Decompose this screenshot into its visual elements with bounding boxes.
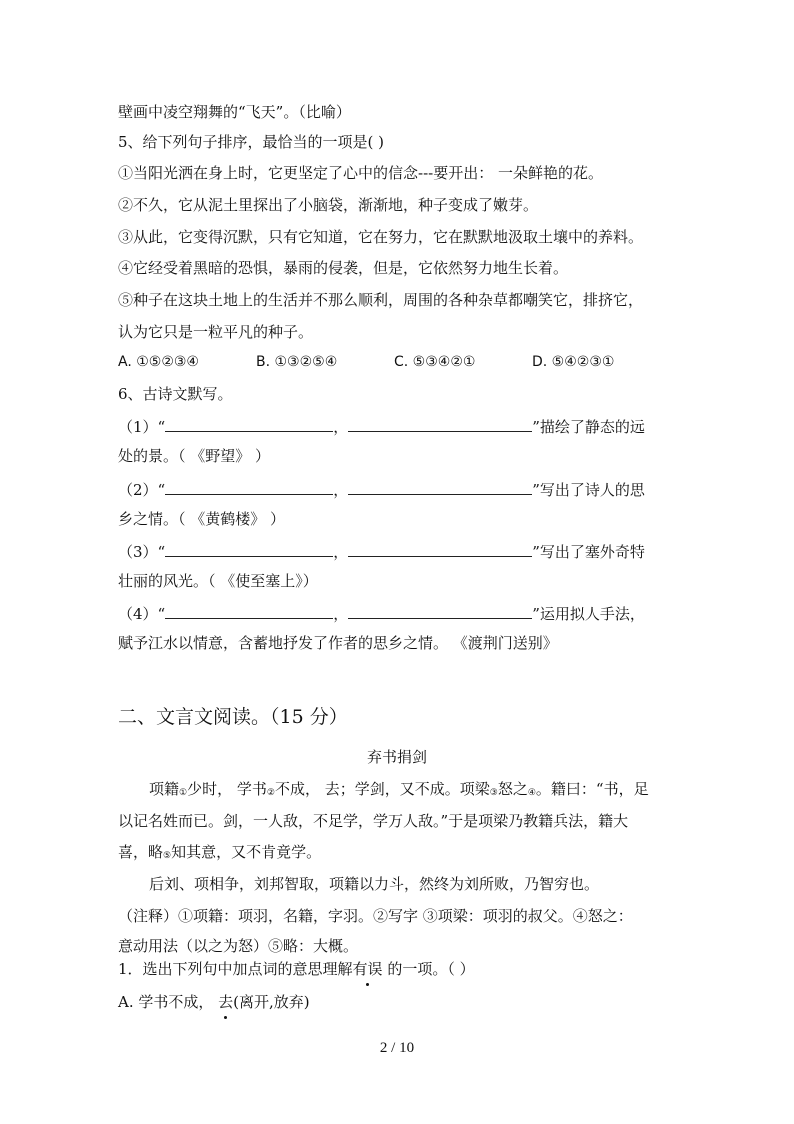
text: 项籍 [149, 780, 180, 798]
notes-line-2: 意动用法（以之为怒）⑤略：大概。 [118, 937, 359, 955]
emphasized-word: 有误 [352, 960, 383, 978]
answer-blank[interactable] [165, 602, 333, 619]
text: 1．选出下列句中加点词的意思理解 [118, 960, 353, 978]
question-6-stem: 6、古诗文默写。 [118, 385, 233, 403]
note-marker: ④ [527, 788, 536, 798]
note-marker: ② [266, 788, 275, 798]
comma: ， [333, 418, 349, 436]
text: 怒之 [497, 780, 528, 798]
text: 不成， 去；学剑，又不成。项梁 [274, 780, 490, 798]
q5-context-line: 壁画中凌空翔舞的“飞天”。（比喻） [118, 103, 351, 121]
poem-2-tail: ”写出了诗人的思 [532, 481, 645, 499]
poem-4-tail: ”运用拟人手法， [532, 605, 645, 623]
note-marker: ⑤ [163, 851, 172, 861]
poem-2-number: （2）“ [118, 481, 166, 499]
sentence-3: ③从此，它变得沉默，只有它知道，它在努力，它在默默地汲取土壤中的养料。 [118, 228, 644, 246]
comma: ， [333, 605, 349, 623]
q5-options [118, 351, 614, 373]
text: 喜，略 [118, 843, 164, 861]
passage-p1-line-3 [118, 841, 321, 867]
sentence-1: ①当阳光洒在身上时，它更坚定了心中的信念---要开出： 一朵鲜艳的花。 [118, 164, 603, 182]
note-marker: ① [179, 788, 188, 798]
answer-blank[interactable] [348, 602, 532, 619]
option-b: B. ①③②⑤④ [256, 354, 338, 370]
answer-blank[interactable] [348, 540, 532, 557]
text: 的一项。（ ） [382, 960, 475, 978]
answer-blank[interactable] [165, 478, 333, 495]
passage-p2: 后刘、项相争，刘邦智取，项籍以力斗，然终为刘所败，乃智穷也。 [149, 875, 600, 893]
poem-3-line [118, 540, 645, 563]
page-number: 2 / 10 [379, 1040, 415, 1056]
answer-blank[interactable] [165, 540, 333, 557]
passage-p1-line-1 [149, 778, 649, 804]
poem-4-number: （4）“ [118, 605, 166, 623]
poem-1-number: （1）“ [118, 418, 166, 436]
poem-3-cont: 壮丽的风光。（ 《使至塞上》） [118, 572, 318, 590]
sentence-5-line-2: 认为它只是一粒平凡的种子。 [118, 323, 314, 341]
poem-4-cont: 赋予江水以情意，含蓄地抒发了作者的思乡之情。 《渡荆门送别》 [118, 634, 558, 652]
section-2-heading: 二、文言文阅读。（15 分） [118, 706, 348, 728]
sentence-2: ②不久，它从泥土里探出了小脑袋，渐渐地，种子变成了嫩芽。 [118, 196, 539, 214]
question-1-stem [118, 958, 475, 980]
text: 少时， 学书 [187, 780, 267, 798]
poem-3-number: （3）“ [118, 543, 166, 561]
poem-1-tail: ”描绘了静态的远 [532, 418, 645, 436]
question-1-option-a [118, 991, 310, 1013]
sentence-5-line-1: ⑤种子在这块土地上的生活并不那么顺利，周围的各种杂草都嘲笑它，排挤它， [118, 291, 644, 309]
text: A. 学书不成， [118, 993, 219, 1011]
text: 。籍曰：“书，足 [535, 780, 649, 798]
text: (离开,放弃) [233, 993, 310, 1011]
question-5-stem: 5、给下列句子排序，最恰当的一项是( ) [118, 133, 385, 151]
comma: ， [333, 481, 349, 499]
answer-blank[interactable] [165, 415, 333, 432]
option-a: A. ①⑤②③④ [118, 354, 199, 370]
poem-4-line [118, 602, 645, 625]
notes-line-1: （注释）①项籍：项羽，名籍，字羽。②写字 ③项梁：项羽的叔父。④怒之： [118, 907, 633, 925]
answer-blank[interactable] [348, 478, 532, 495]
poem-2-line [118, 478, 645, 501]
comma: ， [333, 543, 349, 561]
passage-title: 弃书捐剑 [366, 748, 427, 766]
poem-2-cont: 乡之情。（ 《黄鹤楼》 ） [118, 510, 286, 528]
emphasized-word: 去 [218, 993, 234, 1011]
poem-3-tail: ”写出了塞外奇特 [532, 543, 645, 561]
answer-blank[interactable] [348, 415, 532, 432]
passage-p1-line-2: 以记名姓而已。剑，一人敌，不足学，学万人敌。”于是项梁乃教籍兵法，籍大 [118, 812, 629, 830]
option-c: C. ⑤③④②① [394, 354, 476, 370]
note-marker: ③ [489, 788, 498, 798]
sentence-4: ④它经受着黑暗的恐惧，暴雨的侵袭，但是，它依然努力地生长着。 [118, 259, 569, 277]
poem-1-line [118, 415, 645, 438]
text: 知其意，又不肯竟学。 [171, 843, 322, 861]
option-d: D. ⑤④②③① [532, 354, 615, 370]
poem-1-cont: 处的景。（ 《野望》 ） [118, 447, 271, 465]
